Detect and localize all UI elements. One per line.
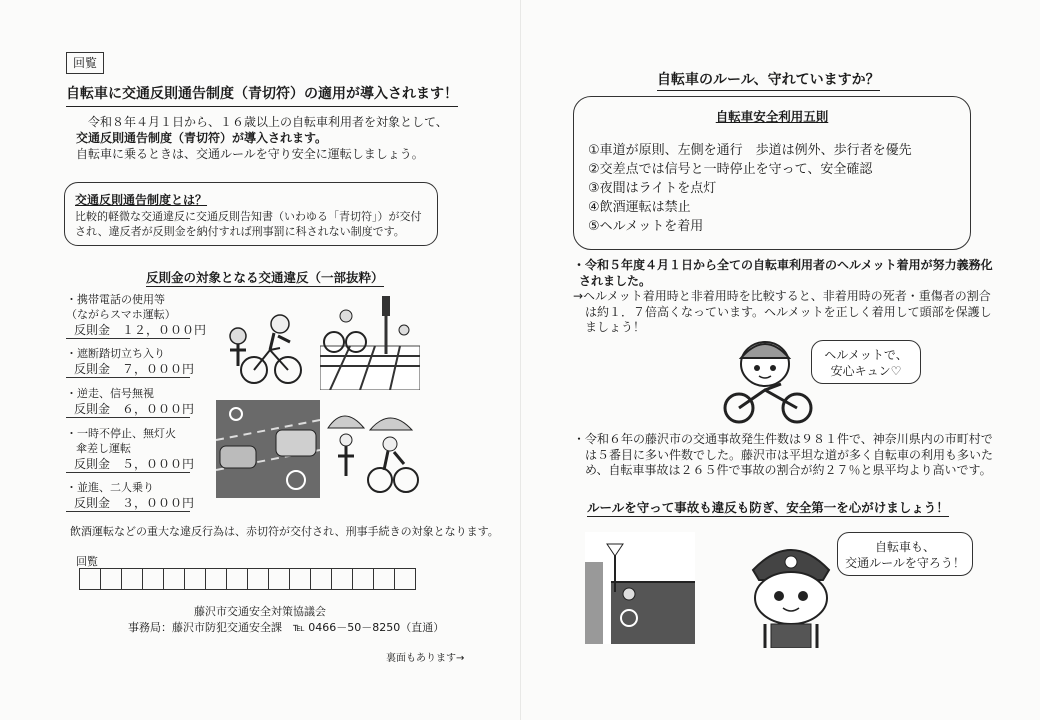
helmet-speech-bubble: ヘルメットで、 安心キュン♡ [811, 340, 921, 384]
wrong-way-illustration [216, 400, 320, 498]
five-rules-box [573, 96, 971, 250]
intro-text: 令和８年４月１日から、１６歳以上の自転車利用者を対象として、 交通反則通告制度（青切符）が導入されます。 自転車に乗るときは、交通ルールを守り安全に運転しましょう。 [76, 115, 448, 161]
accident-stats-paragraph: ・令和６年の藤沢市の交通事故発生件数は９８１件で、神奈川県内の市町村で は５番目に多い件数でした。藤沢市は平坦な道が多く自転車の利用も多いた め、自転車事故は２６５件で事故の割合が約２７％と県平均より高いです。 [573, 432, 994, 477]
helmet-mascot-illustration [721, 334, 817, 428]
rule-item: ③夜間はライトを点灯 [588, 181, 717, 196]
closing-slogan: ルールを守って事故も違反も防ぎ、安全第一を心がけましょう！ [587, 500, 949, 515]
helmet-paragraph: ・令和５年度４月１日から全ての自転車利用者のヘルメット着用が努力義務化 されました。 →ヘルメット着用時と非着用時を比較すると、非着用時の死者・重傷者の割合 は約１．７倍高くなっています。ヘルメットを正しく着用して頭部を保護し ましょう！ [573, 258, 993, 334]
violation-item: ・遮断踏切立ち入り 反則金 ７，０００円 [66, 347, 195, 376]
circulation-label: 回覧 [76, 555, 98, 568]
rule-item: ②交差点では信号と一時停止を守って、安全確認 [588, 162, 873, 177]
smartphone-riding-illustration [218, 306, 318, 386]
definition-box [64, 182, 438, 246]
rule-item: ⑤ヘルメットを着用 [588, 219, 704, 234]
definition-heading: 交通反則通告制度とは？ [75, 193, 208, 207]
red-ticket-note: 飲酒運転などの重大な違反行為は、赤切符が交付され、刑事手続きの対象となります。 [70, 525, 499, 538]
violations-heading: 反則金の対象となる交通違反（一部抜粋） [146, 270, 384, 285]
five-rules-list [588, 141, 912, 236]
circulation-stamp-grid [80, 568, 416, 590]
rule-item: ①車道が原則、左側を通行 歩道は例外、歩行者を優先 [588, 143, 912, 158]
organization-name: 藤沢市交通安全対策協議会 [194, 605, 326, 618]
definition-text: 比較的軽微な交通違反に交通反則告知書（いわゆる「青切符」）が交付 され、違反者が反則金を納付すれば刑事罰に科されない制度です。 [75, 210, 422, 238]
violation-item: ・逆走、信号無視 反則金 ６，０００円 [66, 387, 195, 416]
circulation-tag: 回覧 [66, 52, 104, 74]
five-rules-heading: 自転車安全利用五則 [715, 109, 829, 124]
rules-title: 自転車のルール、守れていますか？ [657, 70, 880, 91]
office-contact: 事務局：藤沢市防犯交通安全課 ℡ 0466－50－8250（直通） [128, 621, 445, 634]
police-speech-bubble: 自転車も、 交通ルールを守ろう！ [837, 532, 973, 576]
violation-item: ・携帯電話の使用等 （ながらスマホ運転） 反則金 １２，０００円 [66, 293, 207, 337]
back-side-note: 裏面もあります→ [386, 653, 465, 664]
back-page [520, 0, 1040, 720]
railroad-crossing-illustration [320, 294, 420, 390]
street-corner-illustration [585, 532, 695, 644]
umbrella-riding-illustration [324, 400, 420, 496]
police-mascot-illustration [743, 540, 839, 648]
rule-item: ④飲酒運転は禁止 [588, 200, 691, 215]
violation-item: ・一時不停止、無灯火 傘差し運転 反則金 ５，０００円 [66, 427, 195, 471]
main-title: 自転車に交通反則通告制度（青切符）の適用が導入されます！ [66, 84, 458, 107]
violation-item: ・並進、二人乗り 反則金 ３，０００円 [66, 481, 195, 510]
